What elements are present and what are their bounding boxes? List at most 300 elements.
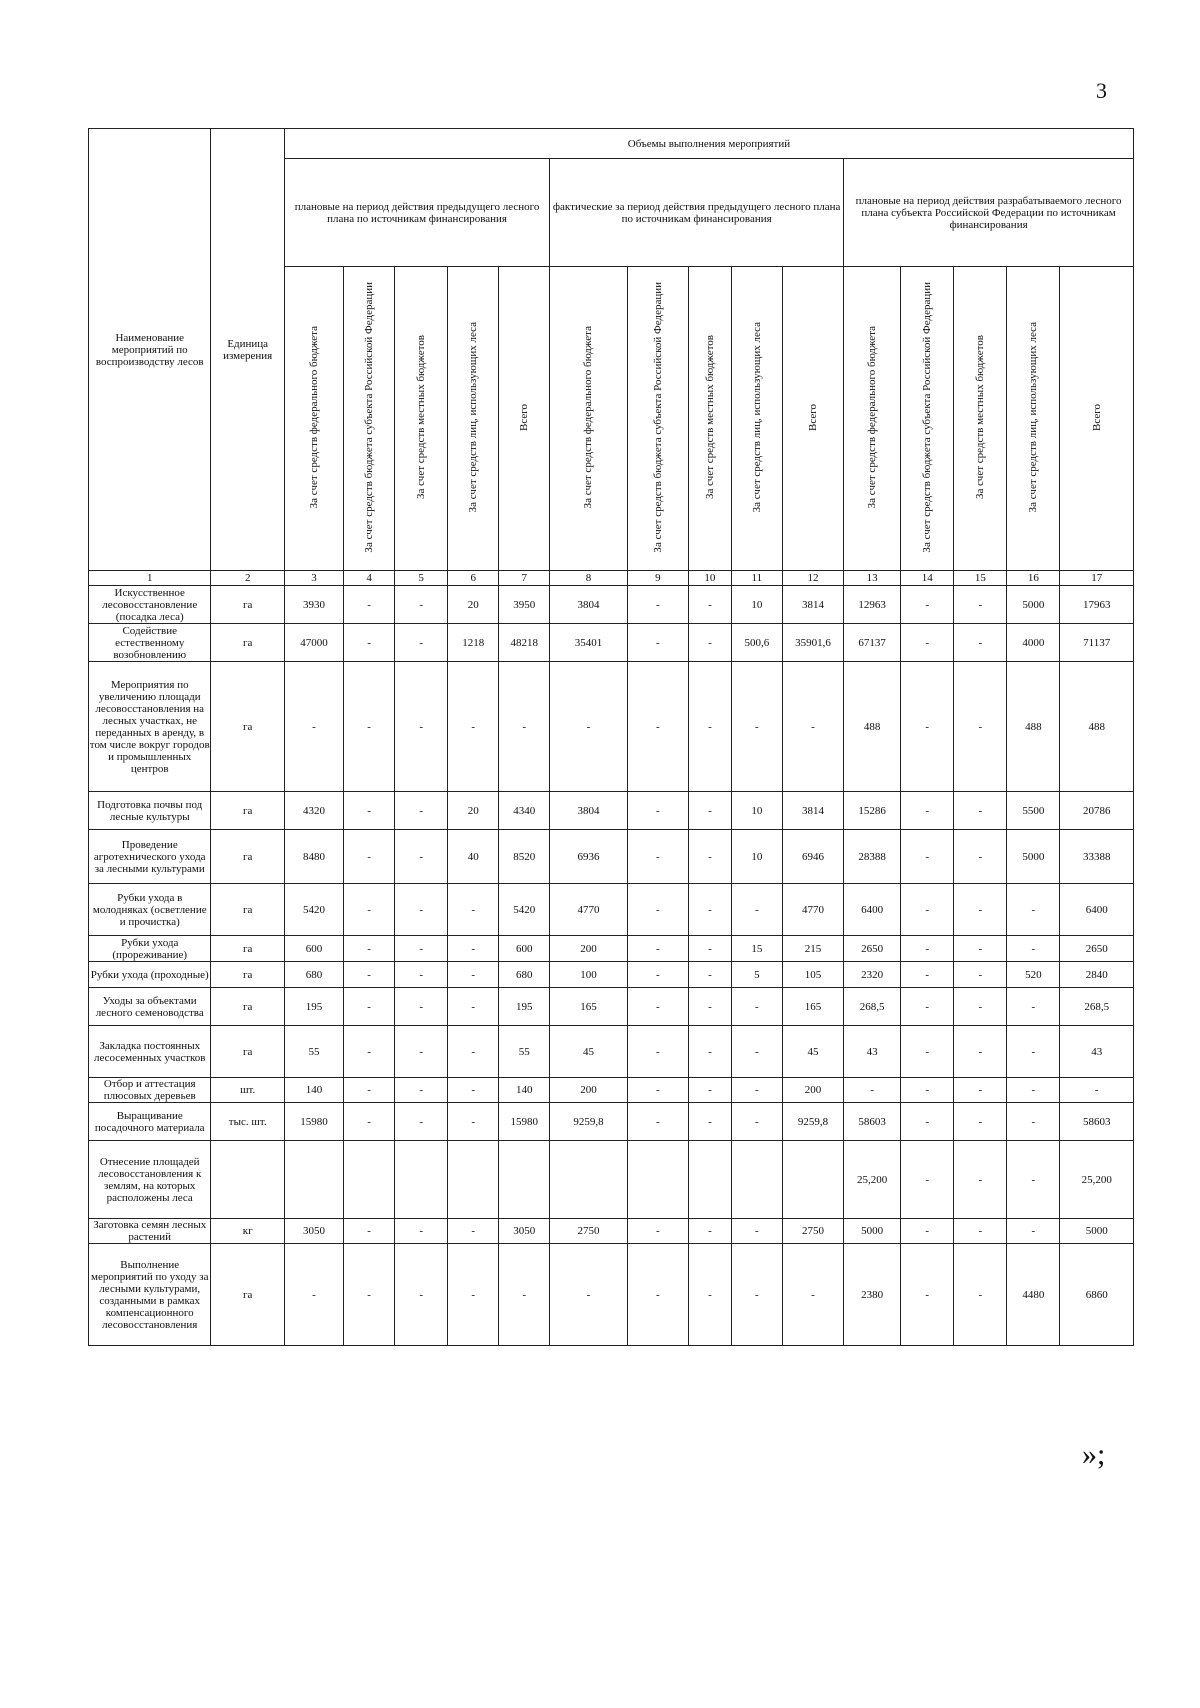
value-cell: 500,6 [731,624,782,662]
value-cell: 2380 [844,1244,901,1346]
value-cell: - [731,1078,782,1103]
column-number: 3 [284,571,343,586]
value-cell: 268,5 [1060,988,1134,1026]
value-cell: 43 [844,1026,901,1078]
value-cell: - [344,1103,395,1141]
value-cell: 5420 [284,884,343,936]
value-cell: - [731,988,782,1026]
table-row [89,884,1134,936]
value-cell: - [1060,1078,1134,1103]
activity-name: Заготовка семян лесных растений [89,1219,211,1244]
value-cell: - [627,1219,688,1244]
header-group-actual-previous: фактические за период действия предыдущего лесного плана по источникам финансирования [550,159,844,267]
value-cell: - [688,1103,731,1141]
value-cell: 58603 [844,1103,901,1141]
header-source-label: За счет средств лиц, использующих леса [750,321,763,513]
unit-cell: га [211,662,284,792]
header-activity-name: Наименование мероприятий по воспроизводству лесов [89,129,211,571]
value-cell: - [344,962,395,988]
header-source-g3-s1 [844,267,901,571]
value-cell: - [395,884,448,936]
header-source-g2-s4 [731,267,782,571]
value-cell: 5000 [1007,586,1060,624]
value-cell: - [954,884,1007,936]
value-cell: 195 [284,988,343,1026]
header-source-label: За счет средств местных бюджетов [703,334,716,499]
value-cell: - [395,1219,448,1244]
unit-cell: тыс. шт. [211,1103,284,1141]
value-cell: - [627,586,688,624]
value-cell: - [731,1219,782,1244]
forest-reproduction-table [88,128,1134,1346]
value-cell: - [344,936,395,962]
value-cell: - [499,1244,550,1346]
header-volumes-title: Объемы выполнения мероприятий [284,129,1133,159]
value-cell: - [954,830,1007,884]
value-cell: - [627,988,688,1026]
page-number: 3 [1096,78,1107,103]
value-cell: - [395,988,448,1026]
value-cell: - [395,586,448,624]
value-cell: 48218 [499,624,550,662]
column-number: 7 [499,571,550,586]
activity-name: Выполнение мероприятий по уходу за лесными культурами, созданными в рамках компенсационного лесовосстановления [89,1244,211,1346]
value-cell: - [954,1219,1007,1244]
column-number: 14 [901,571,954,586]
value-cell: 35401 [550,624,628,662]
unit-cell: га [211,830,284,884]
activity-name: Искусственное лесовосстановление (посадка леса) [89,586,211,624]
value-cell: - [395,1103,448,1141]
table-row [89,830,1134,884]
value-cell: - [901,988,954,1026]
value-cell: - [344,586,395,624]
value-cell: - [954,1103,1007,1141]
value-cell: 4770 [782,884,843,936]
header-source-g1-s3 [395,267,448,571]
value-cell: 100 [550,962,628,988]
value-cell: - [901,936,954,962]
value-cell: 4770 [550,884,628,936]
value-cell: 200 [550,1078,628,1103]
value-cell [688,1141,731,1219]
value-cell: 10 [731,792,782,830]
value-cell: 45 [782,1026,843,1078]
value-cell: 1218 [448,624,499,662]
table-row [89,624,1134,662]
value-cell: - [448,936,499,962]
value-cell: 3930 [284,586,343,624]
column-number: 12 [782,571,843,586]
activity-name: Содействие естественному возобновлению [89,624,211,662]
value-cell: 200 [782,1078,843,1103]
value-cell: 140 [499,1078,550,1103]
value-cell: - [284,1244,343,1346]
value-cell: - [901,830,954,884]
value-cell: - [344,830,395,884]
value-cell: - [344,662,395,792]
value-cell: 10 [731,586,782,624]
value-cell: - [688,988,731,1026]
unit-cell: шт. [211,1078,284,1103]
column-number: 11 [731,571,782,586]
value-cell: 45 [550,1026,628,1078]
value-cell: - [448,1219,499,1244]
value-cell: 55 [284,1026,343,1078]
value-cell: 58603 [1060,1103,1134,1141]
value-cell: - [448,1244,499,1346]
value-cell: - [688,662,731,792]
value-cell: - [954,662,1007,792]
value-cell: 680 [499,962,550,988]
activity-name: Отнесение площадей лесовосстановления к землям, на которых расположены леса [89,1141,211,1219]
value-cell: - [395,1078,448,1103]
value-cell: 9259,8 [550,1103,628,1141]
value-cell: - [782,662,843,792]
table-row [89,1078,1134,1103]
value-cell: - [1007,1103,1060,1141]
value-cell: - [688,830,731,884]
value-cell: - [395,830,448,884]
unit-cell: га [211,1026,284,1078]
value-cell: 3814 [782,586,843,624]
value-cell: 140 [284,1078,343,1103]
value-cell: 268,5 [844,988,901,1026]
value-cell [627,1141,688,1219]
header-source-label: За счет средств местных бюджетов [415,334,428,499]
unit-cell: га [211,624,284,662]
header-source-g3-s2 [901,267,954,571]
header-source-label: За счет средств лиц, использующих леса [1027,321,1040,513]
value-cell: - [344,1026,395,1078]
unit-cell: кг [211,1219,284,1244]
table-row [89,936,1134,962]
value-cell: - [688,1026,731,1078]
value-cell: - [1007,1026,1060,1078]
value-cell: 4320 [284,792,343,830]
value-cell: - [901,586,954,624]
column-number: 5 [395,571,448,586]
value-cell: - [627,936,688,962]
value-cell [284,1141,343,1219]
value-cell: - [627,1103,688,1141]
value-cell: 3950 [499,586,550,624]
value-cell: - [954,1141,1007,1219]
value-cell [499,1141,550,1219]
header-source-g1-s4 [448,267,499,571]
value-cell: - [688,1244,731,1346]
value-cell: 600 [284,936,343,962]
value-cell: - [954,936,1007,962]
value-cell: 6860 [1060,1244,1134,1346]
value-cell: 25,200 [1060,1141,1134,1219]
value-cell: 488 [1007,662,1060,792]
value-cell: - [627,1026,688,1078]
value-cell: - [954,792,1007,830]
value-cell: 5500 [1007,792,1060,830]
column-number: 15 [954,571,1007,586]
value-cell: - [448,962,499,988]
value-cell [782,1141,843,1219]
header-source-label: За счет средств лиц, использующих леса [467,321,480,513]
value-cell: - [499,662,550,792]
value-cell: - [954,1026,1007,1078]
header-source-g2-s5 [782,267,843,571]
header-source-label: Всего [1090,403,1103,431]
column-number: 8 [550,571,628,586]
value-cell [448,1141,499,1219]
value-cell: - [395,792,448,830]
value-cell: - [1007,1078,1060,1103]
value-cell: - [627,962,688,988]
value-cell: - [627,884,688,936]
value-cell [344,1141,395,1219]
value-cell: - [395,624,448,662]
value-cell: 35901,6 [782,624,843,662]
value-cell: - [688,1219,731,1244]
header-source-label: За счет средств федерального бюджета [866,325,879,509]
header-source-g1-s2 [344,267,395,571]
value-cell: 3814 [782,792,843,830]
value-cell: 680 [284,962,343,988]
value-cell: 71137 [1060,624,1134,662]
activity-name: Рубки ухода в молодняках (осветление и прочистка) [89,884,211,936]
value-cell: 5000 [1060,1219,1134,1244]
value-cell: 6946 [782,830,843,884]
column-number: 1 [89,571,211,586]
column-number: 9 [627,571,688,586]
unit-cell [211,1141,284,1219]
column-number: 4 [344,571,395,586]
value-cell: - [344,1244,395,1346]
value-cell: 215 [782,936,843,962]
value-cell: 2320 [844,962,901,988]
value-cell: - [344,624,395,662]
table-row [89,1103,1134,1141]
value-cell: - [395,962,448,988]
table-row [89,1026,1134,1078]
activity-name: Мероприятия по увеличению площади лесовосстановления на лесных участках, не переданных в аренду, в том числе вокруг городов и промышленных центров [89,662,211,792]
value-cell: - [901,962,954,988]
table-row [89,792,1134,830]
value-cell: 4000 [1007,624,1060,662]
value-cell: - [901,1103,954,1141]
value-cell: - [731,884,782,936]
activity-name: Выращивание посадочного материала [89,1103,211,1141]
value-cell: 6400 [844,884,901,936]
closing-mark: »; [1082,1438,1106,1471]
value-cell: - [688,936,731,962]
value-cell: - [344,1219,395,1244]
value-cell: 10 [731,830,782,884]
table-row [89,1141,1134,1219]
value-cell: - [1007,1141,1060,1219]
header-source-g1-s5 [499,267,550,571]
header-source-label: За счет средств бюджета субъекта Российской Федерации [363,281,376,553]
value-cell: - [550,662,628,792]
value-cell: 9259,8 [782,1103,843,1141]
value-cell: - [901,1026,954,1078]
value-cell: - [627,662,688,792]
value-cell: 6936 [550,830,628,884]
value-cell: - [1007,936,1060,962]
value-cell: - [901,1078,954,1103]
column-number: 10 [688,571,731,586]
value-cell: - [844,1078,901,1103]
value-cell: 33388 [1060,830,1134,884]
value-cell: - [627,830,688,884]
value-cell: - [448,662,499,792]
table-row [89,586,1134,624]
header-source-label: За счет средств федерального бюджета [582,325,595,509]
header-unit: Единица измерения [211,129,284,571]
value-cell: - [344,1078,395,1103]
column-number: 13 [844,571,901,586]
value-cell: - [1007,988,1060,1026]
value-cell: - [954,624,1007,662]
header-source-g2-s2 [627,267,688,571]
table-row [89,988,1134,1026]
value-cell: 5000 [1007,830,1060,884]
value-cell: - [627,1244,688,1346]
value-cell: - [448,1026,499,1078]
value-cell: - [901,792,954,830]
value-cell: 20 [448,792,499,830]
activity-name: Рубки ухода (прореживание) [89,936,211,962]
value-cell: 165 [782,988,843,1026]
value-cell: 3804 [550,586,628,624]
value-cell: 8520 [499,830,550,884]
value-cell: - [627,624,688,662]
value-cell [395,1141,448,1219]
unit-cell: га [211,586,284,624]
column-number: 2 [211,571,284,586]
activity-name: Проведение агротехнического ухода за лесными культурами [89,830,211,884]
header-source-g3-s3 [954,267,1007,571]
value-cell: 2650 [1060,936,1134,962]
value-cell: - [901,662,954,792]
value-cell: 5 [731,962,782,988]
value-cell: 5000 [844,1219,901,1244]
unit-cell: га [211,988,284,1026]
value-cell: 2750 [782,1219,843,1244]
value-cell: - [731,1244,782,1346]
value-cell: - [688,1078,731,1103]
value-cell: - [344,884,395,936]
value-cell: - [954,988,1007,1026]
value-cell: - [688,962,731,988]
value-cell: 2650 [844,936,901,962]
unit-cell: га [211,1244,284,1346]
value-cell: - [782,1244,843,1346]
value-cell: - [954,1244,1007,1346]
value-cell: 15 [731,936,782,962]
header-source-label: Всего [518,403,531,431]
value-cell: 25,200 [844,1141,901,1219]
value-cell: - [344,988,395,1026]
value-cell: - [954,1078,1007,1103]
header-source-g1-s1 [284,267,343,571]
value-cell: - [1007,884,1060,936]
unit-cell: га [211,792,284,830]
value-cell: - [627,1078,688,1103]
value-cell: - [688,586,731,624]
value-cell: - [448,1078,499,1103]
value-cell: 8480 [284,830,343,884]
value-cell: 105 [782,962,843,988]
header-source-label: Всего [806,403,819,431]
value-cell: 28388 [844,830,901,884]
header-source-label: За счет средств бюджета субъекта Российской Федерации [651,281,664,553]
value-cell: - [901,1219,954,1244]
activity-name: Подготовка почвы под лесные культуры [89,792,211,830]
column-number: 16 [1007,571,1060,586]
value-cell [550,1141,628,1219]
value-cell: - [395,936,448,962]
value-cell: - [901,624,954,662]
value-cell: 488 [844,662,901,792]
value-cell: 3050 [284,1219,343,1244]
value-cell: 4340 [499,792,550,830]
value-cell: - [448,988,499,1026]
value-cell: - [284,662,343,792]
value-cell: - [731,1103,782,1141]
value-cell: 17963 [1060,586,1134,624]
value-cell: 600 [499,936,550,962]
value-cell: 40 [448,830,499,884]
value-cell: 6400 [1060,884,1134,936]
value-cell: 67137 [844,624,901,662]
column-number: 17 [1060,571,1134,586]
value-cell: 20 [448,586,499,624]
header-source-g3-s5 [1060,267,1134,571]
unit-cell: га [211,962,284,988]
value-cell: 12963 [844,586,901,624]
header-source-label: За счет средств федерального бюджета [308,325,321,509]
value-cell: 195 [499,988,550,1026]
value-cell: 15980 [284,1103,343,1141]
value-cell: - [731,662,782,792]
header-group-planned-new: плановые на период действия разрабатываемого лесного плана субъекта Российской Федерации по источникам финансирования [844,159,1134,267]
activity-name: Отбор и аттестация плюсовых деревьев [89,1078,211,1103]
value-cell: 15286 [844,792,901,830]
value-cell: - [901,1244,954,1346]
value-cell [731,1141,782,1219]
activity-name: Рубки ухода (проходные) [89,962,211,988]
table-row [89,962,1134,988]
value-cell: 520 [1007,962,1060,988]
value-cell: - [688,884,731,936]
value-cell: 165 [550,988,628,1026]
header-source-label: За счет средств местных бюджетов [974,334,987,499]
header-group-planned-previous: плановые на период действия предыдущего лесного плана по источникам финансирования [284,159,549,267]
header-source-label: За счет средств бюджета субъекта Российской Федерации [921,281,934,553]
unit-cell: га [211,884,284,936]
column-number: 6 [448,571,499,586]
activity-name: Закладка постоянных лесосеменных участков [89,1026,211,1078]
value-cell: 3804 [550,792,628,830]
value-cell: - [954,586,1007,624]
value-cell: - [901,1141,954,1219]
value-cell: 4480 [1007,1244,1060,1346]
value-cell: - [688,792,731,830]
table-row [89,1244,1134,1346]
value-cell: 2840 [1060,962,1134,988]
value-cell: 5420 [499,884,550,936]
value-cell: 47000 [284,624,343,662]
value-cell: 2750 [550,1219,628,1244]
value-cell: 3050 [499,1219,550,1244]
